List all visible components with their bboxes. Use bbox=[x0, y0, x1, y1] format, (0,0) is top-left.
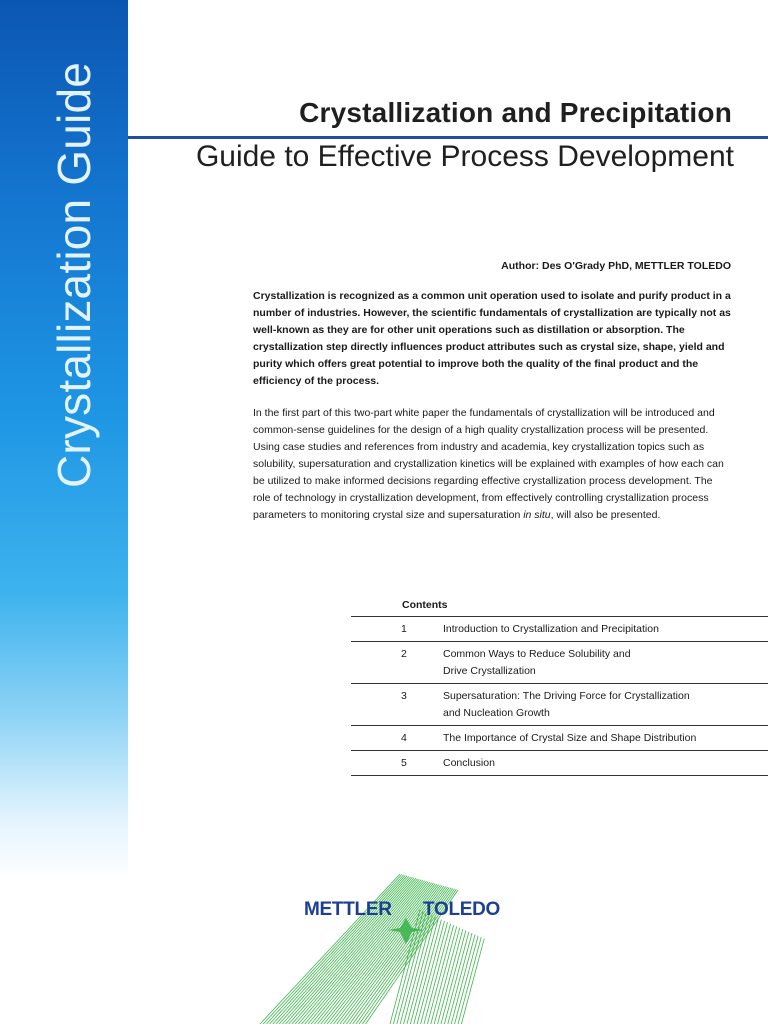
logo-hatch-line bbox=[427, 925, 453, 1024]
toc-row bbox=[351, 617, 768, 642]
sidebar-title: Crystallization Guide bbox=[48, 61, 100, 488]
logo-hatch-line bbox=[421, 922, 448, 1024]
toc-row bbox=[351, 726, 768, 751]
toc-title bbox=[443, 755, 768, 772]
intro-text-after: , will also be presented. bbox=[550, 509, 661, 521]
intro-paragraph bbox=[253, 405, 731, 524]
toc-title bbox=[443, 646, 768, 680]
toc-number: 1 bbox=[401, 623, 407, 635]
abstract-paragraph: Crystallization is recognized as a common unit operation used to isolate and purify product in a number of industries. However, the scientific fundamentals of crystallization are typically not as well-known as they are for other unit operations such as distillation or absorption. The crystallization step directly influences product attributes such as crystal size, shape, yield and purity which offers great potential to improve both the quality of the final product and the efficiency of the process. bbox=[253, 290, 731, 388]
toc-title bbox=[443, 688, 768, 722]
toc-number: 4 bbox=[401, 732, 407, 744]
toc-title-line: and Nucleation Growth bbox=[443, 707, 550, 719]
title-divider bbox=[128, 136, 768, 139]
logo-hatch-line bbox=[424, 924, 451, 1024]
toc-row bbox=[351, 642, 768, 684]
logo-hatch-line bbox=[438, 929, 463, 1024]
toc-number: 5 bbox=[401, 757, 407, 769]
document-title: Crystallization and Precipitation bbox=[299, 97, 732, 128]
logo-hatch-line bbox=[455, 936, 479, 1024]
sidebar-band bbox=[0, 0, 128, 1024]
toc-title-line: Introduction to Crystallization and Precipitation bbox=[443, 623, 659, 635]
contents-heading: Contents bbox=[402, 599, 448, 611]
toc-row bbox=[351, 684, 768, 726]
logo-hatch-line bbox=[410, 918, 438, 1024]
logo-hatch-line bbox=[431, 926, 457, 1024]
mettler-toledo-logo-graphic bbox=[240, 870, 500, 1024]
toc-title-line: Conclusion bbox=[443, 757, 495, 769]
toc-title-line: Common Ways to Reduce Solubility and bbox=[443, 648, 631, 660]
intro-text-before: In the first part of this two-part white paper the fundamentals of crystallization will be introduced and common-sense guidelines for the design of a high quality crystallization process will be presented. Using case studies and references from industry and academia, key crystallization topics such as solubility, supersaturation and crystallization kinetics will be explained with examples of how each can be utilized to make informed decisions regarding effective crystallization process development. The role of technology in crystallization development, from effectively controlling crystallization process parameters to monitoring crystal size and supersaturation bbox=[253, 407, 724, 521]
logo-wordmark-right: TOLEDO bbox=[423, 899, 501, 920]
table-of-contents bbox=[351, 616, 768, 776]
logo-hatch-line bbox=[461, 939, 484, 1024]
document-subtitle: Guide to Effective Process Development bbox=[195, 140, 734, 173]
toc-number: 3 bbox=[401, 690, 407, 702]
logo-hatch-line bbox=[270, 875, 406, 1024]
toc-number: 2 bbox=[401, 648, 407, 660]
toc-title-line: Drive Crystallization bbox=[443, 665, 536, 677]
logo-hatch-line bbox=[414, 920, 442, 1024]
author-line: Author: Des O'Grady PhD, METTLER TOLEDO bbox=[501, 260, 731, 272]
toc-row bbox=[351, 751, 768, 776]
logo-hatch-line bbox=[458, 937, 481, 1024]
toc-title bbox=[443, 730, 768, 747]
toc-title-line: Supersaturation: The Driving Force for Crystallization bbox=[443, 690, 690, 702]
toc-title bbox=[443, 621, 768, 638]
logo-hatch-line bbox=[434, 928, 460, 1024]
toc-title-line: The Importance of Crystal Size and Shape Distribution bbox=[443, 732, 697, 744]
logo-wordmark-left: METTLER bbox=[304, 899, 392, 920]
intro-text-italic: in situ bbox=[523, 509, 551, 521]
